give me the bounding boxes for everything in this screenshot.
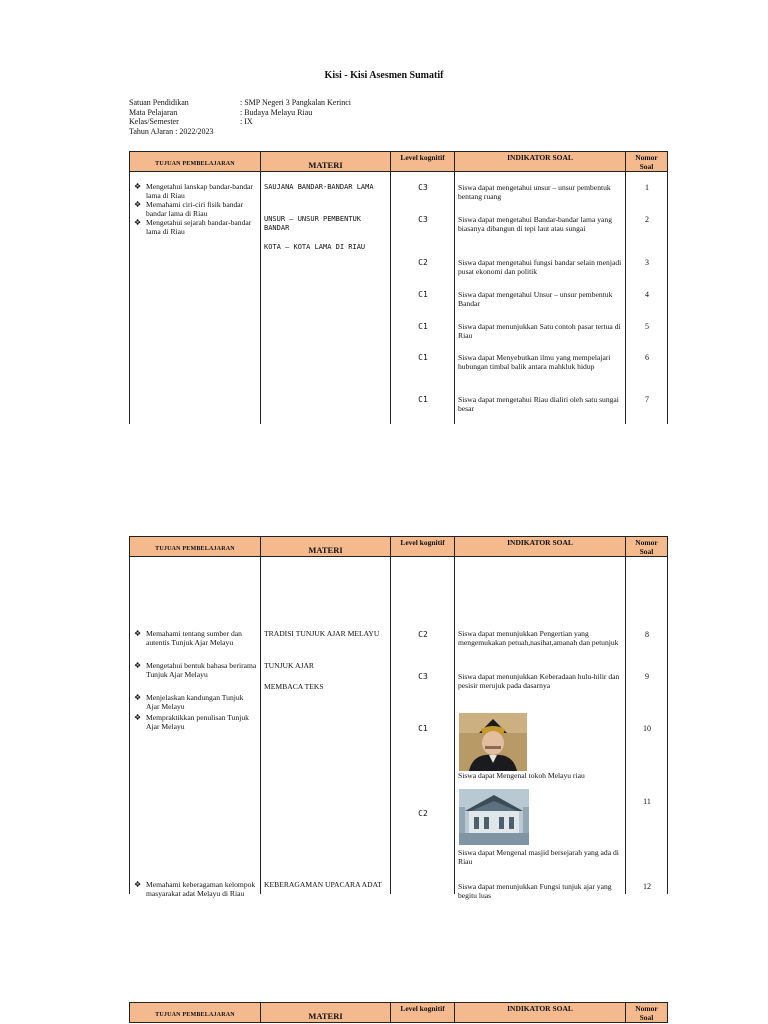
materi-item: KEBERAGAMAN UPACARA ADAT	[264, 880, 382, 889]
tujuan-cell	[130, 172, 261, 424]
meta-value: : SMP Negeri 3 Pangkalan Kerinci	[240, 98, 352, 107]
level-value: C2	[418, 809, 428, 818]
header-nomor: Nomor Soal	[626, 152, 668, 172]
diamond-bullet-icon: ❖	[134, 200, 142, 209]
meta-value: : Budaya Melayu Riau	[240, 107, 313, 117]
diamond-bullet-icon: ❖	[134, 218, 142, 227]
header-nomor: Nomor Soal	[626, 537, 668, 557]
indikator-item: Siswa dapat mengetahui unsur – unsur pembentuk bentang ruang	[458, 183, 611, 202]
level-value: C3	[418, 183, 428, 192]
header-level: Level kognitif	[391, 152, 455, 172]
list-item: ❖ Memahami ciri-ciri fisik bandar bandar lama di Riau	[134, 200, 244, 218]
materi-item: SAUJANA BANDAR-BANDAR LAMA	[264, 183, 374, 191]
header-indikator: INDIKATOR SOAL	[455, 152, 626, 172]
level-value: C3	[418, 215, 428, 224]
tujuan-cell	[130, 557, 261, 898]
header-materi: MATERI	[261, 537, 391, 557]
diamond-bullet-icon: ❖	[134, 693, 142, 702]
header-nomor: Nomor Soal	[626, 1003, 668, 1023]
mosque-photo	[459, 789, 529, 847]
header-materi: MATERI	[261, 152, 391, 172]
header-materi: MATERI	[261, 1003, 391, 1023]
indikator-item: Siswa dapat menunjukkan Pengertian yang mengemukakan petuah,nasihat,amanah dan petunjuk	[458, 629, 619, 648]
nomor-value: 4	[645, 290, 649, 299]
indikator-cell	[455, 557, 626, 901]
indikator-item: Siswa dapat menunjukkan Keberadaan hulu-hilir dan pesisir merujuk pada dasarnya	[458, 672, 620, 691]
nomor-value: 5	[645, 322, 649, 331]
nomor-value: 8	[645, 630, 649, 639]
nomor-value: 2	[645, 215, 649, 224]
list-item: ❖ Mempraktikkan penulisan Tunjuk Ajar Melayu	[134, 713, 249, 731]
diamond-bullet-icon: ❖	[134, 661, 142, 670]
materi-item: TRADISI TUNJUK AJAR MELAYU	[264, 629, 380, 638]
list-item: ❖ Mengetahui bentuk bahasa berirama Tunjuk Ajar Melayu	[134, 661, 257, 679]
level-value: C1	[418, 395, 428, 404]
indikator-item: Siswa dapat mengetahui Unsur – unsur pembentuk Bandar	[458, 290, 613, 309]
table-body-row	[130, 172, 668, 424]
kisi-table-2	[129, 536, 668, 901]
header-tujuan: TUJUAN PEMBELAJARAN	[130, 152, 261, 172]
nomor-value: 10	[643, 724, 651, 733]
document-title: Kisi - Kisi Asesmen Sumatif	[324, 70, 444, 81]
nomor-cell	[626, 172, 668, 424]
level-cell	[391, 172, 455, 424]
list-item: ❖ Mengetahui sejarah bandar-bandar lama di Riau	[134, 218, 252, 236]
diamond-bullet-icon: ❖	[134, 182, 142, 191]
header-tujuan: TUJUAN PEMBELAJARAN	[130, 537, 261, 557]
list-item: ❖ Memahami tentang sumber dan autentis Tunjuk Ajar Melayu	[134, 629, 242, 647]
indikator-item: Siswa dapat Mengenal masjid bersejarah yang ada di Riau	[458, 848, 619, 867]
nomor-value: 3	[645, 258, 649, 267]
meta-label: Kelas/Semester	[129, 117, 179, 127]
level-value: C1	[418, 290, 428, 299]
meta-label: Satuan Pendidikan	[129, 98, 189, 107]
indikator-item: Siswa dapat Menyebutkan ilmu yang mempelajari hubungan timbal balik antara mahkluk hidup	[458, 353, 611, 372]
level-value: C3	[418, 672, 428, 681]
table-header-row	[130, 1003, 668, 1023]
list-item: ❖ Menjelaskan kandungan Tunjuk Ajar Melayu	[134, 693, 244, 711]
indikator-item: Siswa dapat menunjukkan Fungsi tunjuk ajar yang begitu luas	[458, 882, 612, 901]
materi-cell	[261, 557, 391, 894]
indikator-item: Siswa dapat Mengenal tokoh Melayu riau	[458, 771, 585, 780]
header-level: Level kognitif	[391, 1003, 455, 1023]
level-value: C1	[418, 353, 428, 362]
indikator-item: Siswa dapat mengetahui Bandar-bandar lama yang biasanya dibangun di tepi laut atau sungai	[458, 215, 612, 234]
diamond-bullet-icon: ❖	[134, 880, 142, 889]
indikator-item: Siswa dapat menunjukkan Satu contoh pasar tertua di Riau	[458, 322, 621, 341]
nomor-value: 12	[643, 882, 651, 891]
header-indikator: INDIKATOR SOAL	[455, 537, 626, 557]
level-value: C1	[418, 322, 428, 331]
meta-label: Tahun AJaran : 2022/2023	[129, 126, 214, 136]
diamond-bullet-icon: ❖	[134, 629, 142, 638]
nomor-cell	[626, 557, 668, 894]
list-item: ❖ Memahami keberagaman kelompok masyarakat adat Melayu di Riau	[134, 880, 256, 898]
portrait-photo	[459, 713, 527, 773]
meta-label: Mata Pelajaran	[129, 107, 178, 117]
level-value: C1	[418, 724, 428, 733]
level-value: C2	[418, 630, 428, 639]
materi-item: UNSUR – UNSUR PEMBENTUK BANDAR	[264, 215, 361, 232]
indikator-item: Siswa dapat mengetahui fungsi bandar selain menjadi pusat ekonomi dan politik	[458, 258, 622, 277]
header-tujuan: TUJUAN PEMBELAJARAN	[130, 1003, 261, 1023]
materi-item: KOTA – KOTA LAMA DI RIAU	[264, 243, 366, 251]
kisi-table-3	[129, 1002, 668, 1023]
diamond-bullet-icon: ❖	[134, 713, 142, 722]
kisi-table-1	[129, 151, 668, 424]
meta-value: : IX	[240, 117, 253, 127]
nomor-value: 11	[643, 797, 651, 806]
nomor-value: 9	[645, 672, 649, 681]
indikator-cell	[455, 172, 626, 424]
header-level: Level kognitif	[391, 537, 455, 557]
table-header-row	[130, 152, 668, 172]
table-header-row	[130, 537, 668, 557]
nomor-value: 6	[645, 353, 649, 362]
materi-cell	[261, 172, 391, 424]
level-cell	[391, 557, 455, 894]
nomor-value: 7	[645, 395, 649, 404]
nomor-value: 1	[645, 183, 649, 192]
list-item: ❖ Mengetahui lanskap bandar-bandar lama di Riau	[134, 182, 253, 200]
level-value: C2	[418, 258, 428, 267]
materi-item: MEMBACA TEKS	[264, 682, 324, 691]
materi-item: TUNJUK AJAR	[264, 661, 314, 670]
indikator-item: Siswa dapat mengetahui Riau dialiri oleh satu sungai besar	[458, 395, 619, 414]
table-body-row	[130, 557, 668, 894]
header-indikator: INDIKATOR SOAL	[455, 1003, 626, 1023]
